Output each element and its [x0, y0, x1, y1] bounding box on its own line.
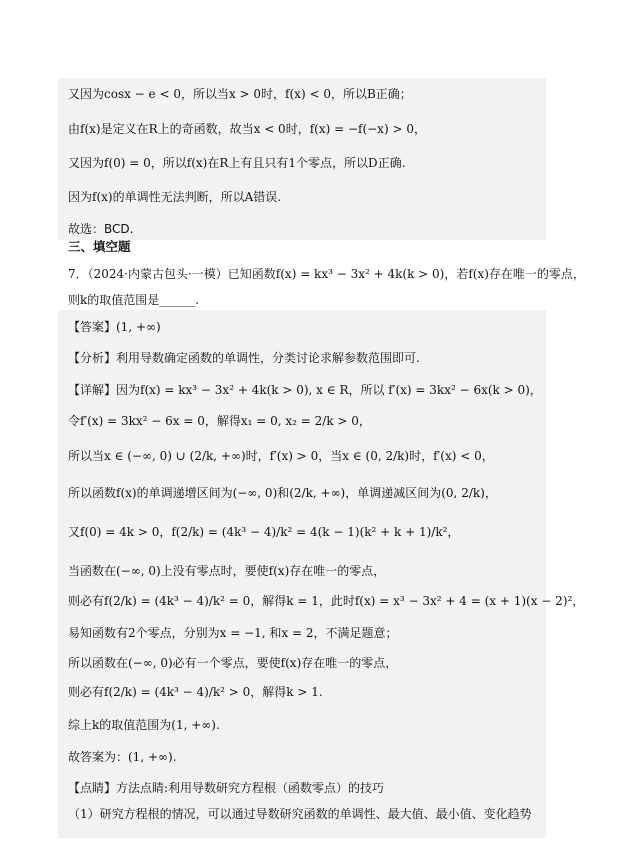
detail-line: 综上k的取值范围为(1, +∞).	[68, 718, 220, 732]
detail-line: 所以当x ∈ (−∞, 0) ∪ (2/k, +∞)时，f′(x) > 0，当x ∈ (0, 2/k)时，f′(x) < 0，	[68, 449, 494, 463]
detail-line: 所以函数f(x)的单调递增区间为(−∞, 0)和(2/k, +∞)，单调递减区间为(0, 2/k)，	[68, 486, 497, 500]
detail-line: 则必有f(2/k) = (4k³ − 4)/k² = 0，解得k = 1，此时f(x) = x³ − 3x² + 4 = (x + 1)(x − 2)²，	[68, 594, 585, 608]
question-blank: 则k的取值范围是______.	[68, 293, 200, 307]
detail-line: 当函数在(−∞, 0)上没有零点时，要使f(x)存在唯一的零点，	[68, 564, 386, 578]
detail-line: 又f(0) = 4k > 0，f(2/k) = (4k³ − 4)/k² = 4(k − 1)(k² + k + 1)/k²，	[68, 525, 460, 539]
text-line: 由f(x)是定义在R上的奇函数，故当x < 0时，f(x) = −f(−x) > 0，	[68, 122, 426, 136]
answer-line: 【答案】(1, +∞)	[68, 320, 161, 334]
remark-line: 【点睛】方法点睛:利用导数研究方程根（函数零点）的技巧	[68, 781, 385, 795]
section-heading: 三、填空题	[68, 239, 131, 254]
question-stem: 7．（2024·内蒙古包头·一模）已知函数f(x) = kx³ − 3x² + 4k(k > 0)，若f(x)存在唯一的零点，	[68, 267, 585, 281]
text-line: 又因为cosx − e < 0，所以当x > 0时，f(x) < 0，所以B正确；	[68, 87, 412, 101]
detail-line: 故答案为：(1, +∞).	[68, 750, 177, 764]
analysis-line: 【分析】利用导数确定函数的单调性，分类讨论求解参数范围即可.	[68, 351, 420, 365]
detail-line: 【详解】因为f(x) = kx³ − 3x² + 4k(k > 0), x ∈ R，所以 f′(x) = 3kx² − 6x(k > 0)，	[68, 383, 542, 397]
detail-line: 易知函数有2个零点，分别为x = −1, 和x = 2，不满足题意；	[68, 626, 398, 640]
text-line: 又因为f(0) = 0，所以f(x)在R上有且只有1个零点，所以D正确.	[68, 156, 406, 170]
remark-line: （1）研究方程根的情况，可以通过导数研究函数的单调性、最大值、最小值、变化趋势	[68, 807, 532, 821]
detail-line: 令f′(x) = 3kx² − 6x = 0，解得x₁ = 0, x₂ = 2/k > 0，	[68, 414, 371, 428]
detail-line: 所以函数在(−∞, 0)必有一个零点，要使f(x)存在唯一的零点，	[68, 656, 398, 670]
text-line: 故选：BCD.	[68, 222, 134, 236]
detail-line: 则必有f(2/k) = (4k³ − 4)/k² > 0，解得k > 1.	[68, 685, 323, 699]
text-line: 因为f(x)的单调性无法判断，所以A错误.	[68, 190, 282, 204]
